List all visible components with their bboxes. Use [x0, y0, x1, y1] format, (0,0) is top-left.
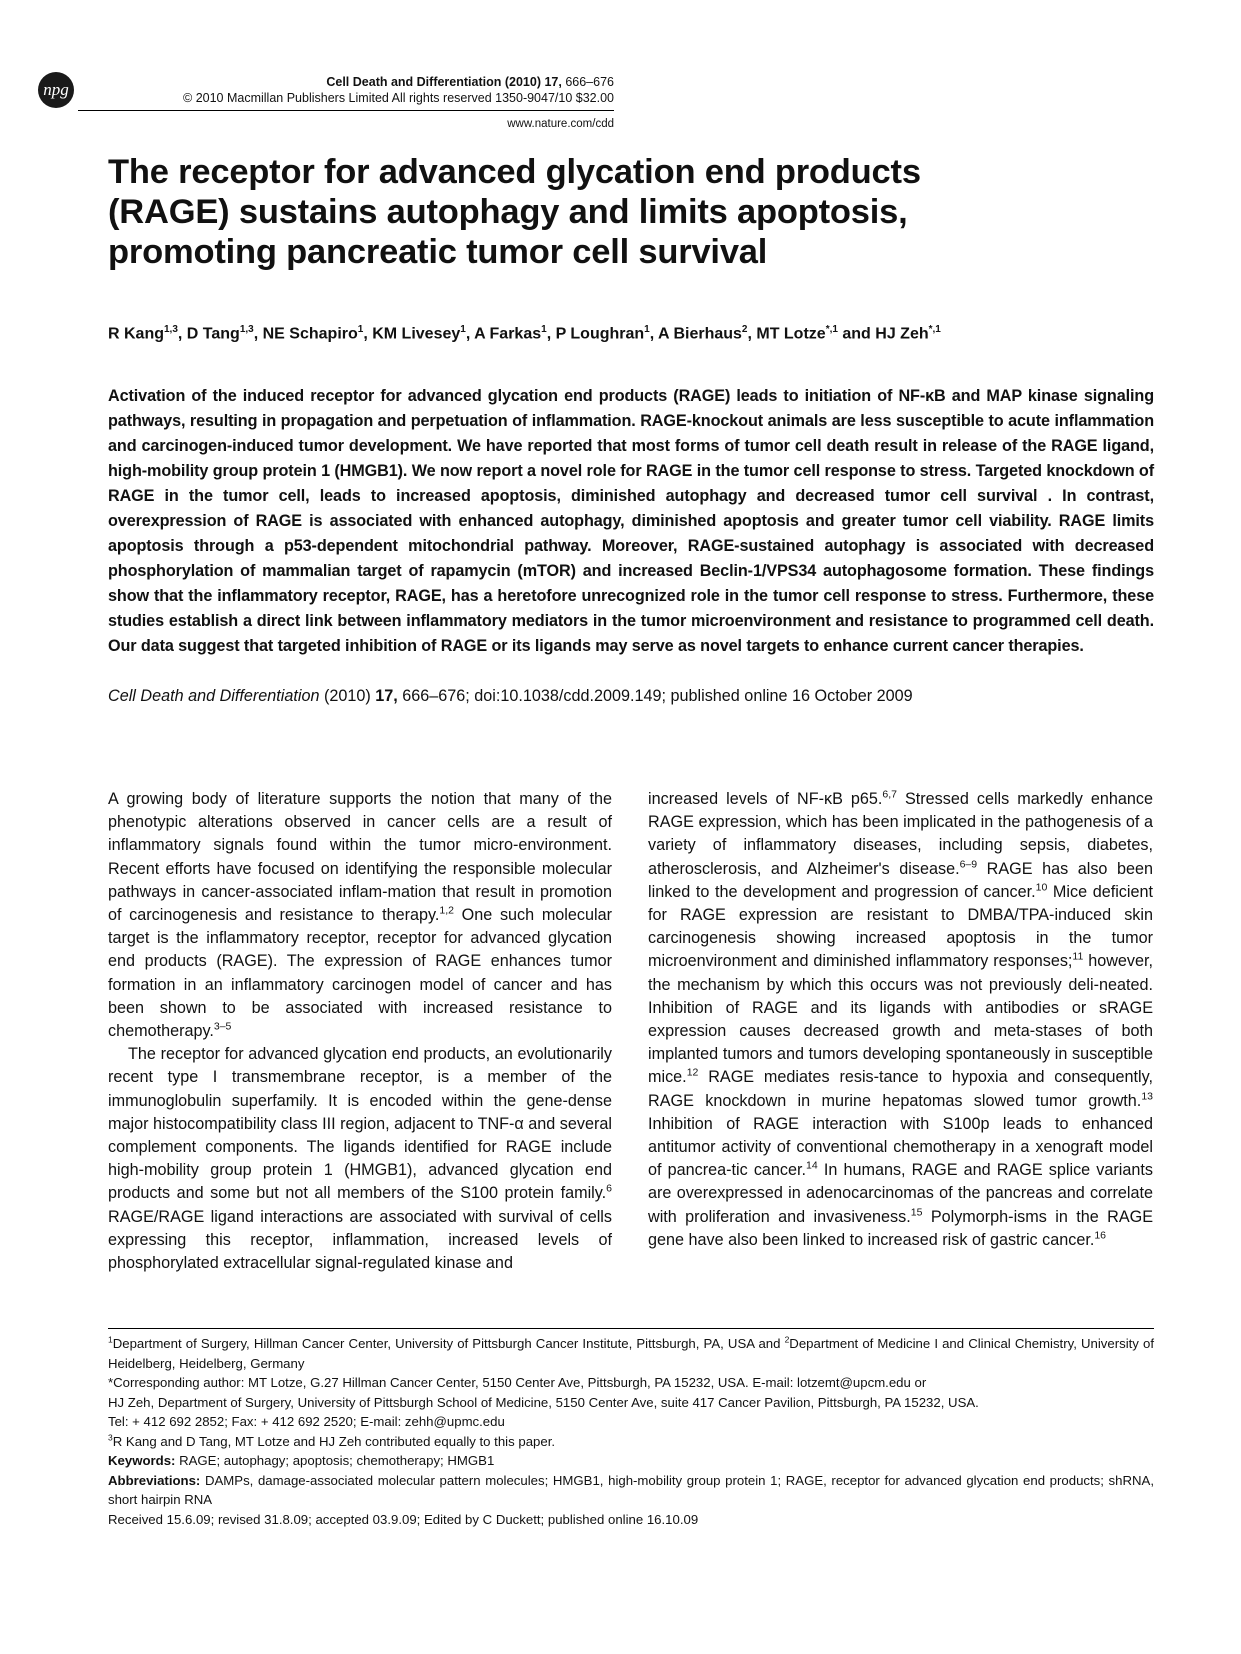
- author-affiliation-marker: 1,3: [164, 324, 178, 335]
- author-name: D Tang: [186, 325, 240, 343]
- reference-marker[interactable]: 11: [1072, 951, 1084, 964]
- citation-doi: 666–676; doi:10.1038/cdd.2009.149; published online 16 October 2009: [397, 687, 913, 705]
- keywords: Keywords: RAGE; autophagy; apoptosis; chemotherapy; HMGB1: [108, 1453, 495, 1468]
- body-column-right: [648, 788, 1153, 1252]
- author-name: KM Livesey: [372, 325, 461, 343]
- article-citation: [108, 687, 1158, 706]
- title-line: (RAGE) sustains autophagy and limits apoptosis,: [108, 193, 908, 231]
- citation-volume: 17,: [375, 687, 398, 705]
- received-dates: Received 15.6.09; revised 31.8.09; accepted 03.9.09; Edited by C Duckett; published online 16.10.09: [108, 1511, 699, 1527]
- body-paragraph: The receptor for advanced glycation end products, an evolutionarily recent type I transmembrane receptor, is a member of the immunoglobulin superfamily. It is encoded within the gene-dense major histocompatibility class III region, adjacent to TNF-α and several complement components. The ligands identified for RAGE include high-mobility group protein 1 (HMGB1), advanced glycation end products and some but not all members of the S100 protein family.$^6$ RAGE/RAGE ligand interactions are associated with survival of cells expressing this receptor, inflammation, increased levels of phosphorylated extracellular signal-regulated kinase and: [108, 1045, 612, 1273]
- reference-marker[interactable]: 6–9: [959, 858, 978, 871]
- title-line: The receptor for advanced glycation end products: [108, 153, 921, 191]
- author-list: R Kang$^{1,3}$, D Tang$^{1,3}$, NE Schapiro$^1$, KM Livesey$^1$, A Farkas$^1$, P Loughran$^1$, A Bierhaus$^2$, MT Lotze$^{*,1}$ and HJ Zeh$^{*,1}$: [108, 324, 941, 343]
- footnotes: [108, 1334, 1154, 1529]
- affiliations: $^1$Department of Surgery, Hillman Cancer Center, University of Pittsburgh Cancer Institute, Pittsburgh, PA, USA and $^2$Department of Medicine I and Clinical Chemistry, University of Heidelberg, Heidelberg, Germany: [108, 1334, 1154, 1371]
- reference-marker[interactable]: 12: [686, 1067, 699, 1080]
- author-affiliation-marker: 1: [460, 324, 466, 335]
- journal-header: [130, 74, 614, 106]
- publisher-logo: [38, 72, 74, 108]
- author-name: P Loughran: [555, 325, 645, 343]
- contact-info: Tel: + 412 692 2852; Fax: + 412 692 2520; E-mail: zehh@upmc.edu: [108, 1414, 505, 1429]
- header-divider: [78, 110, 614, 111]
- journal-name: Cell Death and Differentiation (2010) 17,: [326, 75, 562, 89]
- reference-marker[interactable]: 3–5: [213, 1020, 232, 1033]
- footnote-divider: [108, 1328, 1154, 1329]
- abbreviations: Abbreviations: DAMPs, damage-associated molecular pattern molecules; HMGB1, high-mobility group protein 1; RAGE, receptor for advanced glycation end products; shRNA, short hairpin RNA: [108, 1472, 1154, 1507]
- abstract: Activation of the induced receptor for advanced glycation end products (RAGE) leads to initiation of NF-κB and MAP kinase signaling pathways, resulting in propagation and perpetuation of inflammation. RAGE-knockout animals are less susceptible to acute inflammation and carcinogen-induced tumor development. We have reported that most forms of tumor cell death result in release of the RAGE ligand, high-mobility group protein 1 (HMGB1). We now report a novel role for RAGE in the tumor cell response to stress. Targeted knockdown of RAGE in the tumor cell, leads to increased apoptosis, diminished autophagy and decreased tumor cell survival . In contrast, overexpression of RAGE is associated with enhanced autophagy, diminished apoptosis and greater tumor cell viability. RAGE limits apoptosis through a p53-dependent mitochondrial pathway. Moreover, RAGE-sustained autophagy is associated with decreased phosphorylation of mammalian target of rapamycin (mTOR) and increased Beclin-1/VPS34 autophagosome formation. These findings show that the inflammatory receptor, RAGE, has a heretofore unrecognized role in the tumor cell response to stress. Furthermore, these studies establish a direct link between inflammatory mediators in the tumor microenvironment and resistance to programmed cell death. Our data suggest that targeted inhibition of RAGE or its ligands may serve as novel targets to enhance current cancer therapies.: [108, 387, 1154, 655]
- author-name: A Bierhaus: [658, 325, 742, 343]
- body-paragraph: increased levels of NF-κB p65.$^{6,7}$ Stressed cells markedly enhance RAGE expression, which has been implicated in the pathogenesis of a variety of inflammatory diseases, including sepsis, diabetes, atherosclerosis, and Alzheimer's disease.$^{6-9}$ RAGE has also been linked to the development and progression of cancer.$^{10}$ Mice deficient for RAGE expression are resistant to DMBA/TPA-induced skin carcinogenesis showing increased apoptosis in the tumor microenvironment and diminished inflammatory responses;$^{11}$ however, the mechanism by which this occurs was not previously deli-neated. Inhibition of RAGE and its ligands with antibodies or sRAGE expression causes decreased growth and meta-stases of both implanted tumors and tumors developing spontaneously in susceptible mice.$^{12}$ RAGE mediates resis-tance to hypoxia and consequently, RAGE knockdown in murine hepatomas slowed tumor growth.$^{13}$ Inhibition of RAGE interaction with S100p leads to enhanced antitumor activity of conventional chemotherapy in a xenograft model of pancrea-tic cancer.$^{14}$ In humans, RAGE and RAGE splice variants are overexpressed in adenocarcinomas of the pancreas and correlate with proliferation and invasiveness.$^{15}$ Polymorph-isms in the RAGE gene have also been linked to increased risk of gastric cancer.$^{16}$: [648, 788, 1154, 1249]
- reference-marker[interactable]: 10: [1035, 881, 1048, 894]
- author-name: HJ Zeh: [875, 325, 929, 343]
- corresponding-author-2: HJ Zeh, Department of Surgery, University of Pittsburgh School of Medicine, 5150 Center Ave, suite 417 Cancer Pavilion, Pittsburgh, PA 15232, USA.: [108, 1394, 979, 1410]
- author-name: R Kang: [108, 325, 164, 343]
- author-name: NE Schapiro: [262, 325, 358, 343]
- reference-marker[interactable]: 13: [1141, 1090, 1153, 1103]
- author-affiliation-marker: 1: [541, 324, 547, 335]
- reference-marker[interactable]: 16: [1094, 1229, 1107, 1242]
- corresponding-author: *Corresponding author: MT Lotze, G.27 Hillman Cancer Center, 5150 Center Ave, Pittsburgh, PA 15232, USA. E-mail: lotzemt@upcm.edu or: [108, 1375, 927, 1390]
- reference-marker[interactable]: 6,7: [882, 788, 897, 801]
- author-affiliation-marker: 1: [357, 324, 364, 335]
- reference-marker[interactable]: 1,2: [439, 904, 455, 917]
- journal-website-link[interactable]: www.nature.com/cdd: [507, 118, 614, 130]
- journal-pages: 666–676: [565, 75, 614, 89]
- reference-marker[interactable]: 15: [910, 1206, 923, 1219]
- reference-marker[interactable]: 14: [806, 1159, 818, 1172]
- author-affiliation-marker: *,1: [825, 324, 838, 335]
- author-affiliation-marker: 1: [644, 324, 650, 335]
- citation-journal: Cell Death and Differentiation: [108, 687, 320, 705]
- journal-citation-line: [130, 74, 614, 90]
- author-affiliation-marker: *,1: [928, 324, 941, 335]
- title-line: promoting pancreatic tumor cell survival: [108, 233, 768, 271]
- body-column-left: [108, 788, 612, 1275]
- author-name: MT Lotze: [756, 325, 826, 343]
- copyright-line: © 2010 Macmillan Publishers Limited All rights reserved 1350-9047/10 $32.00: [183, 91, 614, 105]
- body-paragraph: A growing body of literature supports the notion that many of the phenotypic alterations observed in cancer cells are a result of inflammatory signals found within the tumor micro-environment. Recent efforts have focused on identifying the responsible molecular pathways in cancer-associated inflam-mation that result in promotion of carcinogenesis and resistance to therapy.$^{1,2}$ One such molecular target is the inflammatory receptor, receptor for advanced glycation end products (RAGE). The expression of RAGE enhances tumor formation in an inflammatory carcinogen model of cancer and has been shown to be associated with increased resistance to chemotherapy.$^{3-5}$: [108, 790, 612, 1041]
- author-affiliation-marker: 2: [741, 324, 748, 335]
- article-title: [108, 152, 1108, 272]
- author-name: A Farkas: [474, 325, 542, 343]
- author-affiliation-marker: 1,3: [239, 324, 254, 335]
- logo-text: npg: [43, 80, 69, 99]
- reference-marker[interactable]: 6: [606, 1183, 612, 1196]
- citation-year: (2010): [319, 687, 376, 705]
- equal-contribution: $^3$R Kang and D Tang, MT Lotze and HJ Zeh contributed equally to this paper.: [108, 1432, 556, 1449]
